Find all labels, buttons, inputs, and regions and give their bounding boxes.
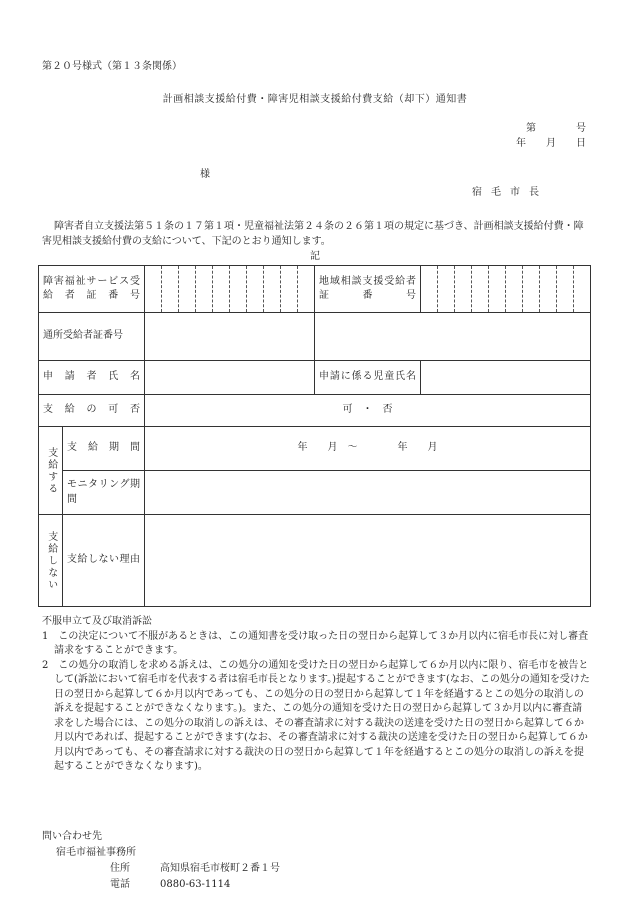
notes-item-1: 1 この決定について不服があるときは、この通知書を受け取った日の翌日から起算して３か月以内に宿毛市長に対し審査請求をすることができます。	[42, 630, 589, 656]
period-label: 支給期間	[63, 427, 145, 471]
address-value: 高知県宿毛市桜町２番１号	[160, 863, 280, 874]
child-name-field[interactable]	[421, 361, 591, 395]
deny-group-label: 支給しない	[39, 515, 63, 607]
address-label: 住所	[110, 863, 130, 874]
notice-table	[38, 265, 591, 607]
day-service-blank	[315, 313, 591, 361]
grant-group-label: 支給する	[39, 427, 63, 515]
contact-address-row	[110, 862, 280, 877]
contact-phone-row	[110, 878, 230, 893]
row-approval	[39, 395, 591, 427]
row-recipient-numbers	[39, 266, 591, 313]
deny-reason-label: 支給しない理由	[63, 515, 145, 607]
service-recipient-number-field[interactable]	[145, 266, 315, 313]
document-title: 計画相談支援給付費・障害児相談支援給付費支給（却下）通知書	[162, 94, 468, 105]
applicant-name-field[interactable]	[145, 361, 315, 395]
issuer: 宿毛市長	[472, 187, 548, 198]
community-support-number-field[interactable]	[421, 266, 591, 313]
row-grant-period	[39, 427, 591, 471]
notes-item-2: 2 この処分の取消しを求める訴えは、この処分の通知を受けた日の翌日から起算して６か月以内に限り、宿毛市を被告として(訴訟において宿毛市を代表する者は宿毛市長となります。)提起することができます(なお、この処分の通知を受けた日の翌日から起算して６か月以内であっても、この処分の日の翌日から起算して１年を経過するとこの処分の取消しの訴えを提起することができなくなります。)。また、この処分の通知を受けた日の翌日から起算して３か月以内に審査請求をした場合には、この処分の取消しの訴えは、その審査請求に対する裁決の送達を受けた日の翌日から起算して６か月以内であれば、提起することができます(なお、その審査請求に対する裁決の送達を受けた日の翌日から起算して６か月以内であっても、その審査請求に対する裁決の日の翌日から起算して１年を経過するとこの処分の取消しの訴えを提起することができなくなります)。	[42, 659, 590, 772]
row-day-service	[39, 313, 591, 361]
document-number: 第 号	[526, 123, 586, 134]
approval-value[interactable]: 可 ・ 否	[145, 395, 591, 427]
deny-reason-field[interactable]	[145, 515, 591, 607]
contact-office: 宿毛市福祉事務所	[56, 847, 136, 858]
body-text: 障害者自立支援法第５１条の１７第１項・児童福祉法第２４条の２６第１項の規定に基づき、計画相談支援給付費・障害児相談支援給付費の支給について、下記のとおり通知します。	[42, 221, 584, 247]
monitoring-field[interactable]	[145, 471, 591, 515]
phone-label: 電話	[110, 879, 130, 890]
day-service-label: 通所受給者証番号	[39, 313, 145, 361]
child-name-label: 申請に係る児童氏名	[315, 361, 421, 395]
document-date: 年 月 日	[516, 138, 586, 149]
approval-label: 支給の可否	[39, 395, 145, 427]
phone-value: 0880-63-1114	[160, 879, 231, 890]
addressee-suffix: 様	[200, 169, 210, 180]
form-number: 第２０号様式（第１３条関係）	[42, 61, 182, 72]
monitoring-label: モニタリング期間	[63, 471, 145, 515]
row-deny	[39, 515, 591, 607]
row-monitoring	[39, 471, 591, 515]
period-value[interactable]: 年 月 ～ 年 月	[145, 427, 591, 471]
community-support-label: 地域相談支援受給者証番号	[315, 266, 421, 313]
service-recipient-label: 障害福祉サービス受給者証番号	[39, 266, 145, 313]
contact-heading: 問い合わせ先	[42, 831, 102, 842]
row-applicant	[39, 361, 591, 395]
ki-marker: 記	[310, 251, 320, 262]
day-service-number-field[interactable]	[145, 313, 315, 361]
appeal-notes	[42, 615, 590, 775]
applicant-name-label: 申請者氏名	[39, 361, 145, 395]
notes-heading: 不服申立て及び取消訴訟	[42, 616, 152, 627]
